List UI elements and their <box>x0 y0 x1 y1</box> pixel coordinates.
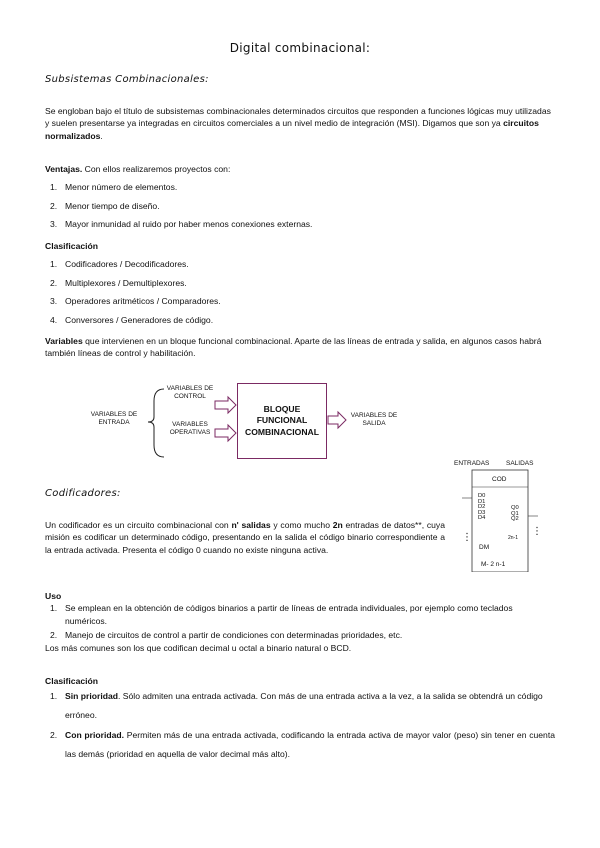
uso-section: Uso 1. Se emplean en la obtención de códigos binarios a partir de líneas de entrada individuales, por ejemplo como teclados numéricos. 2. Manejo de circuitos de control a partir de condiciones con determinadas prioridades, etc. Los más comunes son los que codifican decimal u octal a binario natural o BCD. <box>45 590 555 654</box>
codificadores-heading: Codificadores: <box>45 488 121 499</box>
codificadores-intro: Un codificador es un circuito combinacional con n' salidas y como mucho 2n entradas de datos**, cuya misión es codificar un determinado código, presentando en la salida el código binario correspondiente a la entrada activada. Presenta el código 0 cuando no existe ninguna activa. <box>45 520 446 555</box>
page-title: Digital combinacional: <box>229 41 371 55</box>
arrow-output <box>328 412 346 428</box>
cod-label: COD <box>492 476 507 483</box>
combinational-block: BLOQUE FUNCIONAL COMBINACIONAL <box>237 383 327 459</box>
list-item: 3. Mayor inmunidad al ruido por haber menos conexiones externas. <box>50 219 313 230</box>
block-diagram <box>88 383 408 461</box>
list-item: 2. Manejo de circuitos de control a partir de condiciones con determinadas prioridades, etc. <box>50 630 403 641</box>
list-item: 2. Con prioridad. Permiten más de una entrada activada, codificando la entrada activa de mayor valor (peso) sin tener en cuenta las demás (prioridad en aquella de valor decimal más alto). <box>50 730 555 760</box>
ventajas-list <box>45 181 555 230</box>
clasificacion-section: Clasificación 1. Codificadores / Decodificadores. 2. Multiplexores / Demultiplexores. 3. Operadores aritméticos / Comparadores. 4. Conversores / Generadores de código. <box>45 240 555 326</box>
clasificacion-list <box>45 258 555 326</box>
codificadores-clasificacion-list <box>45 687 555 764</box>
out-n-label: 2n-1 <box>508 535 519 541</box>
variables-paragraph: Variables que intervienen en un bloque funcional combinacional. Aparte de las líneas de entrada y salida, en algunos casos habrá también líneas de control y habilitación. <box>45 336 542 359</box>
ventajas-section: Ventajas. Con ellos realizaremos proyectos con: 1. Menor número de elementos. 2. Menor tiempo de diseño. 3. Mayor inmunidad al ruido por haber menos conexiones externas. <box>45 163 555 231</box>
ellipsis-right-icon: ⋮ <box>532 526 542 537</box>
dm-label: DM <box>479 544 490 551</box>
subsistemas-intro: Se engloban bajo el título de subsistemas combinacionales determinados circuitos que responden a funciones lógicas muy utilizadas y suelen presentarse ya integradas en circuitos comerciales a un nivel medio de integración (MSI). Digamos que son ya circuitos normalizados. <box>45 106 551 141</box>
list-item: 1. Se emplean en la obtención de códigos binarios a partir de líneas de entrada individuales, por ejemplo como teclados numéricos. <box>50 603 513 626</box>
encoder-inputs: D0 D1 D2 D3 D4 <box>478 493 486 521</box>
arrow-control <box>215 397 236 413</box>
salidas-label: SALIDAS <box>506 460 534 467</box>
encoder-figure <box>448 460 558 572</box>
inputs-label: VARIABLES DE ENTRADA <box>90 411 138 426</box>
list-item: 1. Codificadores / Decodificadores. <box>50 259 189 270</box>
encoder-outputs: Q0 Q1 Q2 <box>511 505 519 522</box>
list-item: 4. Conversores / Generadores de código. <box>50 314 214 325</box>
ellipsis-left-icon: ⋮ <box>462 532 472 543</box>
list-item: 2. Multiplexores / Demultiplexores. <box>50 277 187 288</box>
subsistemas-heading: Subsistemas Combinacionales: <box>45 74 209 85</box>
outputs-label: VARIABLES DE SALIDA <box>350 412 398 427</box>
list-item: 1. Menor número de elementos. <box>50 182 178 193</box>
entradas-label: ENTRADAS <box>454 460 490 467</box>
list-item: 1. Sin prioridad. Sólo admiten una entrada activada. Con más de una entrada activa a la vez, a la salida se obtendrá un código erróneo. <box>50 691 543 721</box>
control-label: VARIABLES DE CONTROL <box>166 385 214 400</box>
list-item: 2. Menor tiempo de diseño. <box>50 200 160 211</box>
list-item: 3. Operadores aritméticos / Comparadores. <box>50 296 221 307</box>
m-label: M- 2 n-1 <box>481 561 506 568</box>
arrow-operativas <box>215 425 236 441</box>
codificadores-clasificacion: Clasificación 1. Sin prioridad. Sólo admiten una entrada activada. Con más de una entrada activa a la vez, a la salida se obtendrá un código erróneo. 2. Con prioridad. Permiten más de una entrada activada, codificando la entrada activa de mayor valor (peso) sin tener en cuenta las demás (prioridad en aquella de valor decimal más alto). <box>45 675 555 764</box>
uso-summary: Los más comunes son los que codifican decimal u octal a binario natural o BCD. <box>45 642 352 653</box>
uso-list <box>45 602 555 641</box>
operativas-label: VARIABLES OPERATIVAS <box>169 421 211 436</box>
